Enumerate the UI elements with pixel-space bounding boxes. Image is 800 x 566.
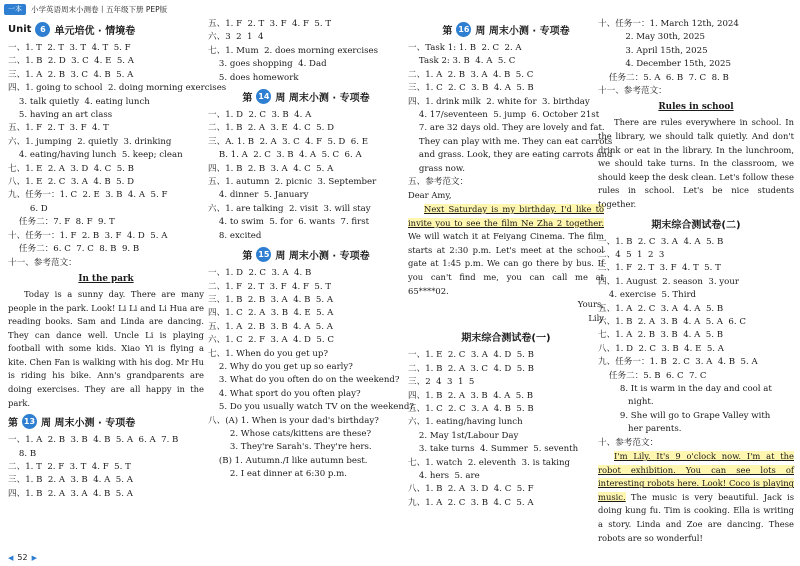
week-number-badge: 16 — [456, 22, 471, 37]
unit6-answers — [8, 42, 227, 270]
answer-line: 7. are 32 days old. They are lovely and fat. — [408, 123, 605, 134]
week-prefix: 第 — [242, 93, 253, 105]
letter-body — [408, 203, 604, 298]
answer-line: 3. goes shopping 4. Dad — [208, 59, 327, 70]
answer-line: They can play with me. They can eat carrots — [408, 136, 613, 147]
exam2-answers — [598, 236, 794, 451]
answer-line: grass now. — [408, 163, 465, 174]
answer-line: 2. May 30th, 2025 — [598, 32, 706, 43]
week14-heading — [208, 89, 404, 104]
letter-signature: Lily — [588, 312, 604, 323]
answer-line: 三、1. F 2. T 3. F 4. T 5. T — [598, 263, 721, 274]
week-number-badge: 15 — [256, 247, 271, 262]
answer-line: 三、1. A 2. B 3. C 4. B 5. A — [8, 69, 134, 80]
letter-rest: We will watch it at Feiyang Cinema. The film starts at 2:30 p.m. Let's meet at the school gate at 1:45 p.m. We can go there by bus. If you can't find me, you can call me at 65****02. — [408, 231, 604, 296]
answer-line: 任务二：5. A 6. B 7. C 8. B — [598, 72, 729, 83]
answer-line: 七、1. Mum 2. does morning exercises — [208, 45, 378, 56]
answer-line: 八、1. B 2. A 3. D 4. C 5. F — [408, 484, 534, 495]
answer-line: 6. D — [8, 203, 48, 214]
answer-line: 任务二：6. C 7. C 8. B 9. B — [8, 244, 140, 255]
letter-closing: Yours, — [577, 299, 604, 310]
answer-line: 二、1. B 2. A 3. C 4. D 5. B — [408, 363, 534, 374]
letter-highlight: Next Saturday is my birthday. I'd like to invite you to see the film Ne Zha 2 together. — [408, 204, 604, 228]
unit-title: 单元培优 · 情境卷 — [54, 26, 136, 37]
book-title: 小学英语周末小测卷丨五年级下册 PEP版 — [31, 4, 168, 14]
answer-line: 四、1. C 2. A 3. B 4. E 5. A — [208, 308, 334, 319]
answer-line: 5. does homework — [208, 72, 299, 83]
week15-answers — [208, 267, 415, 482]
answer-line: Task 2: 3. B 4. A 5. C — [408, 56, 516, 67]
answer-line: 八、1. D 2. C 3. B 4. E 5. A — [598, 343, 724, 354]
answer-line: 六、1. jumping 2. quietly 3. drinking — [8, 136, 172, 147]
answer-line: 十、参考范文： — [598, 437, 659, 448]
letter-greeting: Dear Amy, — [408, 190, 452, 201]
week14-answers — [208, 109, 404, 243]
answer-line: 十一、参考范文： — [598, 86, 667, 97]
unit6-heading — [8, 22, 204, 37]
week-prefix: 第 — [242, 251, 253, 263]
answer-line: 六、1. B 2. A 3. B 4. A 5. A 6. C — [598, 317, 746, 328]
answer-line: 任务二：5. B 6. C 7. C — [598, 370, 707, 381]
answer-line: 四、1. drink milk 2. white for 3. birthday — [408, 96, 590, 107]
exam1-answers — [408, 349, 604, 510]
week16-answers — [408, 42, 613, 189]
week-title: 周 周末小测 · 专项卷 — [275, 93, 370, 105]
final-rest: The music is very beautiful. Jack is doing kung fu. Tim is cooking. Ella is writing a story. Linda and Zoe are dancing. These robots are so wonderful! — [598, 491, 794, 543]
answer-line: 2. Whose cats/kittens are these? — [208, 428, 372, 439]
final-highlight: I'm Lily. It's 9 o'clock now. I'm at the robot exhibition. You can see lots of interesting robots here. Look! Coco is playing music. — [598, 451, 794, 502]
answer-line: 5. Do you usually watch TV on the weekend? — [208, 402, 415, 413]
answer-line: 三、1. C 2. C 3. B 4. A 5. B — [408, 83, 534, 94]
page-footer — [8, 553, 37, 562]
answer-line: 2. I eat dinner at 6:30 p.m. — [208, 469, 348, 480]
answer-line: 九、任务一：1. C 2. E 3. B 4. A 5. F — [8, 190, 168, 201]
answer-line: 六、1. are talking 2. visit 3. will stay — [208, 203, 371, 214]
answer-line: 一、1. B 2. C 3. A 4. A 5. B — [598, 236, 724, 247]
answer-line: 四、1. August 2. season 3. your — [598, 276, 739, 287]
answer-line: 4. 17/seventeen 5. jump 6. October 21st — [408, 110, 600, 121]
answer-line: B. 1. A 2. C 3. B 4. A 5. C 6. A — [208, 150, 362, 161]
week13-answers-cont — [208, 18, 404, 85]
answer-line: 一、1. D 2. C 3. A 4. B — [208, 268, 312, 279]
week-title: 周 周末小测 · 专项卷 — [475, 26, 570, 37]
answer-line: 四、1. B 2. B 3. A 4. C 5. A — [208, 163, 334, 174]
answer-line: 八、(A) 1. When is your dad's birthday? — [208, 415, 379, 426]
essay-text: Today is a sunny day. There are many people in the park. Look! Li Li and Li Hua are reading books. Sam and Linda are dancing. They can dance well. Uncle Li is playing football with some kids. Xiao Yi is flying a kite. Chen Fan is walking with his dog. Mr Hu is riding his bike. Ann's grandparents are doing exercises. They are all happy in the park. — [8, 288, 204, 408]
answer-line: 二、1. F 2. T 3. F 4. F 5. T — [208, 281, 332, 292]
answer-line: 二、1. B 2. D 3. C 4. E 5. A — [8, 56, 134, 67]
answer-line: (B) 1. Autumn./I like autumn best. — [208, 455, 368, 466]
final-essay — [598, 450, 794, 545]
answer-line: 四、1. B 2. A 3. A 4. B 5. A — [8, 488, 133, 499]
answer-line: 八、1. E 2. C 3. A 4. B 5. D — [8, 177, 134, 188]
answer-line: 十、任务一：1. March 12th, 2024 — [598, 19, 739, 29]
answer-line: 4. What sport do you often play? — [208, 388, 361, 399]
answer-line: 五、1. F 2. T 3. F 4. F 5. T — [208, 19, 332, 29]
unit-number-badge: 6 — [35, 22, 50, 37]
answer-line: night. — [598, 397, 654, 408]
answer-line: 二、1. T 2. F 3. T 4. F 5. T — [8, 462, 131, 473]
answer-line: and grass. Look, they are eating carrots and — [408, 150, 613, 161]
answer-line: 3. What do you often do on the weekend? — [208, 375, 400, 386]
answer-line: 一、Task 1: 1. B 2. C 2. A — [408, 43, 522, 53]
answer-line: 四、1. going to school 2. doing morning exercises — [8, 83, 227, 94]
week-title: 周 周末小测 · 专项卷 — [41, 418, 136, 430]
answer-line: 5. having an art class — [8, 110, 113, 121]
week13-heading — [8, 414, 204, 429]
page-header — [4, 2, 167, 16]
brand-tag: 一本 — [4, 4, 26, 15]
answer-line: 十、任务一：1. F 2. B 3. F 4. D 5. A — [8, 230, 168, 241]
answer-line: 五、1. A 2. B 3. B 4. A 5. A — [208, 321, 333, 332]
week-prefix: 第 — [442, 26, 453, 37]
exam1-heading: 期末综合测试卷(一) — [461, 333, 551, 345]
answer-line: 五、1. autumn 2. picnic 3. September — [208, 177, 377, 188]
answer-line: 3. talk quietly 4. eating lunch — [8, 96, 150, 107]
exam2-heading: 期末综合测试卷(二) — [651, 219, 741, 231]
answer-line: 十一、参考范文： — [8, 257, 77, 268]
answer-line: 一、1. D 2. C 3. B 4. A — [208, 110, 312, 121]
answer-line: 一、1. A 2. B 3. B 4. B 5. A 6. A 7. B — [8, 435, 179, 446]
answer-line: 3. take turns 4. Summer 5. seventh — [408, 444, 579, 455]
answer-line: 五、1. A 2. C 3. A 4. A 5. B — [598, 303, 724, 314]
answer-line: 4. December 15th, 2025 — [598, 59, 731, 70]
answer-line: 2. Why do you get up so early? — [208, 361, 353, 372]
week-number-badge: 14 — [256, 89, 271, 104]
column-2 — [208, 18, 415, 548]
answer-line: 四、1. B 2. A 3. B 4. A 5. B — [408, 390, 534, 401]
answer-line: 三、A. 1. B 2. A 3. C 4. F 5. D 6. E — [208, 136, 368, 147]
answer-line: 4. dinner 5. January — [208, 190, 309, 201]
answer-line: 二、1. B 2. A 3. E 4. C 5. D — [208, 123, 334, 134]
answer-line: 七、1. watch 2. eleventh 3. is taking — [408, 457, 571, 468]
week-prefix: 第 — [8, 418, 18, 430]
answer-line: 九、1. A 2. C 3. B 4. C 5. A — [408, 497, 534, 508]
answer-line: 8. It is warm in the day and cool at — [598, 384, 772, 395]
next-arrow-icon: ▶ — [31, 553, 37, 562]
answer-line: 4. exercise 5. Third — [598, 290, 697, 301]
page-number: 52 — [17, 553, 28, 562]
answer-line: 2. May 1st/Labour Day — [408, 430, 519, 441]
answer-line: 3. April 15th, 2025 — [598, 45, 708, 56]
answer-line: her parents. — [598, 424, 682, 435]
answer-line: 九、任务一：1. B 2. C 3. A 4. B 5. A — [598, 357, 758, 368]
essay-text-2: There are rules everywhere in school. In the library, we should talk quietly. And don't drink or eat in the library. In the lunchroom, we should take turns. In the classroom, we should keep the desk clean. Let's follow these rules in school. Let's be nice students together. — [598, 117, 794, 209]
essay-title-2: Rules in school — [658, 102, 734, 113]
answer-line: 六、1. C 2. F 3. A 4. D 5. C — [208, 335, 334, 346]
week13-answers — [8, 434, 204, 501]
unit-label: Unit — [8, 24, 32, 35]
answer-line: 4. eating/having lunch 5. keep; clean — [8, 150, 183, 161]
answer-line: 8. B — [8, 448, 37, 459]
prev-arrow-icon: ◀ — [8, 553, 14, 562]
answer-line: 二、1. A 2. B 3. A 4. B 5. C — [408, 69, 534, 80]
answer-line: 8. excited — [208, 230, 262, 241]
answer-line: 七、1. A 2. B 3. B 4. A 5. B — [598, 330, 724, 341]
answer-line: 三、1. B 2. B 3. A 4. B 5. A — [208, 294, 334, 305]
answer-line: 七、1. E 2. A 3. D 4. C 5. B — [8, 163, 134, 174]
exam1-answers-cont — [598, 18, 794, 98]
answer-line: 六、3 2 1 4 — [208, 32, 264, 43]
week-number-badge: 13 — [22, 414, 37, 429]
answer-line: 三、2 4 3 1 5 — [408, 377, 475, 388]
answer-line: 3. They're Sarah's. They're hers. — [208, 442, 372, 453]
essay-title: In the park — [78, 273, 134, 284]
answer-line: 五、参考范文： — [408, 177, 469, 188]
answer-line: 9. She will go to Grape Valley with — [598, 410, 771, 421]
answer-line: 二、4 5 1 2 3 — [598, 250, 665, 260]
answer-line: 4. to swim 5. for 6. wants 7. first — [208, 217, 370, 228]
answer-line: 三、1. B 2. A 3. B 4. A 5. A — [8, 475, 133, 486]
answer-line: 五、1. F 2. T 3. F 4. T — [8, 123, 109, 134]
answer-line: 一、1. E 2. C 3. A 4. D 5. B — [408, 350, 534, 361]
column-1 — [8, 18, 227, 548]
answer-line: 4. hers 5. are — [408, 471, 480, 482]
column-4 — [598, 18, 794, 548]
answer-line: 六、1. eating/having lunch — [408, 417, 523, 428]
answer-line: 任务二：7. F 8. F 9. T — [8, 217, 115, 228]
column-3 — [408, 18, 613, 548]
answer-line: 五、1. C 2. C 3. A 4. B 5. B — [408, 404, 534, 415]
answer-line: 一、1. T 2. T 3. T 4. T 5. F — [8, 43, 131, 53]
answer-line: 七、1. When do you get up? — [208, 348, 328, 359]
week-title: 周 周末小测 · 专项卷 — [275, 251, 370, 263]
week16-heading — [408, 22, 604, 37]
week15-heading — [208, 247, 404, 262]
